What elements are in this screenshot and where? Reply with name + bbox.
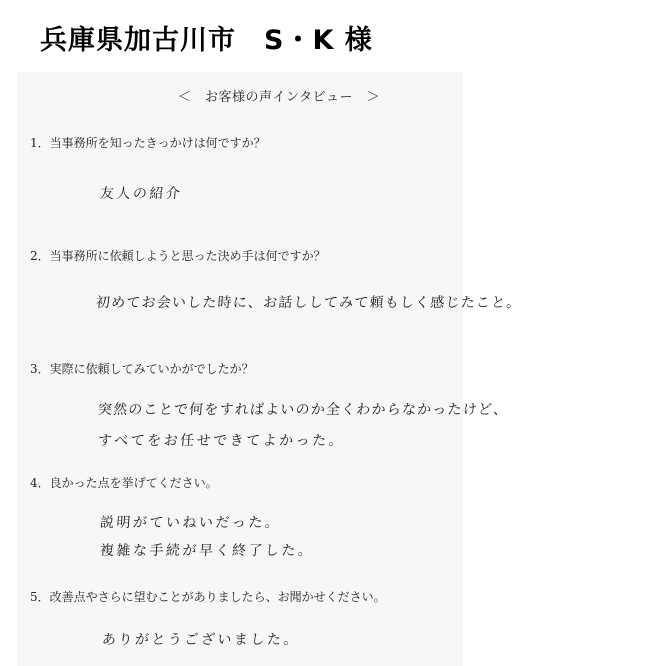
handwritten-answer-1: 友人の紹介: [99, 186, 183, 202]
question-4: 4．良かった点を挙げてください。: [30, 476, 218, 490]
question-5: 5．改善点やさらに望むことがありましたら、お聞かせください。: [30, 590, 386, 604]
question-2: 2．当事務所に依頼しようと思った決め手は何ですか？: [30, 249, 326, 263]
question-3: 3．実際に依頼してみていかがでしたか？: [30, 362, 254, 376]
handwritten-answer-4-line-2: 複雑な手続が早く終了した。: [99, 543, 315, 559]
page-title: 兵庫県加古川市 S・K 様: [40, 25, 373, 56]
question-1: 1．当事務所を知ったきっかけは何ですか？: [30, 136, 266, 150]
handwritten-answer-2: 初めてお会いした時に、お話ししてみて頼もしく感じたこと。: [95, 295, 523, 311]
handwritten-answer-4-line-1: 説明がていねいだった。: [99, 515, 282, 531]
questionnaire-title: ＜ お客様の声インタビュー ＞: [178, 90, 380, 105]
handwritten-answer-5: ありがとうございました。: [101, 632, 301, 648]
handwritten-answer-3-line-2: すべてをお任せできてよかった。: [97, 433, 346, 449]
handwritten-answer-3-line-1: 突然のことで何をすればよいのか全くわからなかったけど、: [97, 402, 509, 418]
